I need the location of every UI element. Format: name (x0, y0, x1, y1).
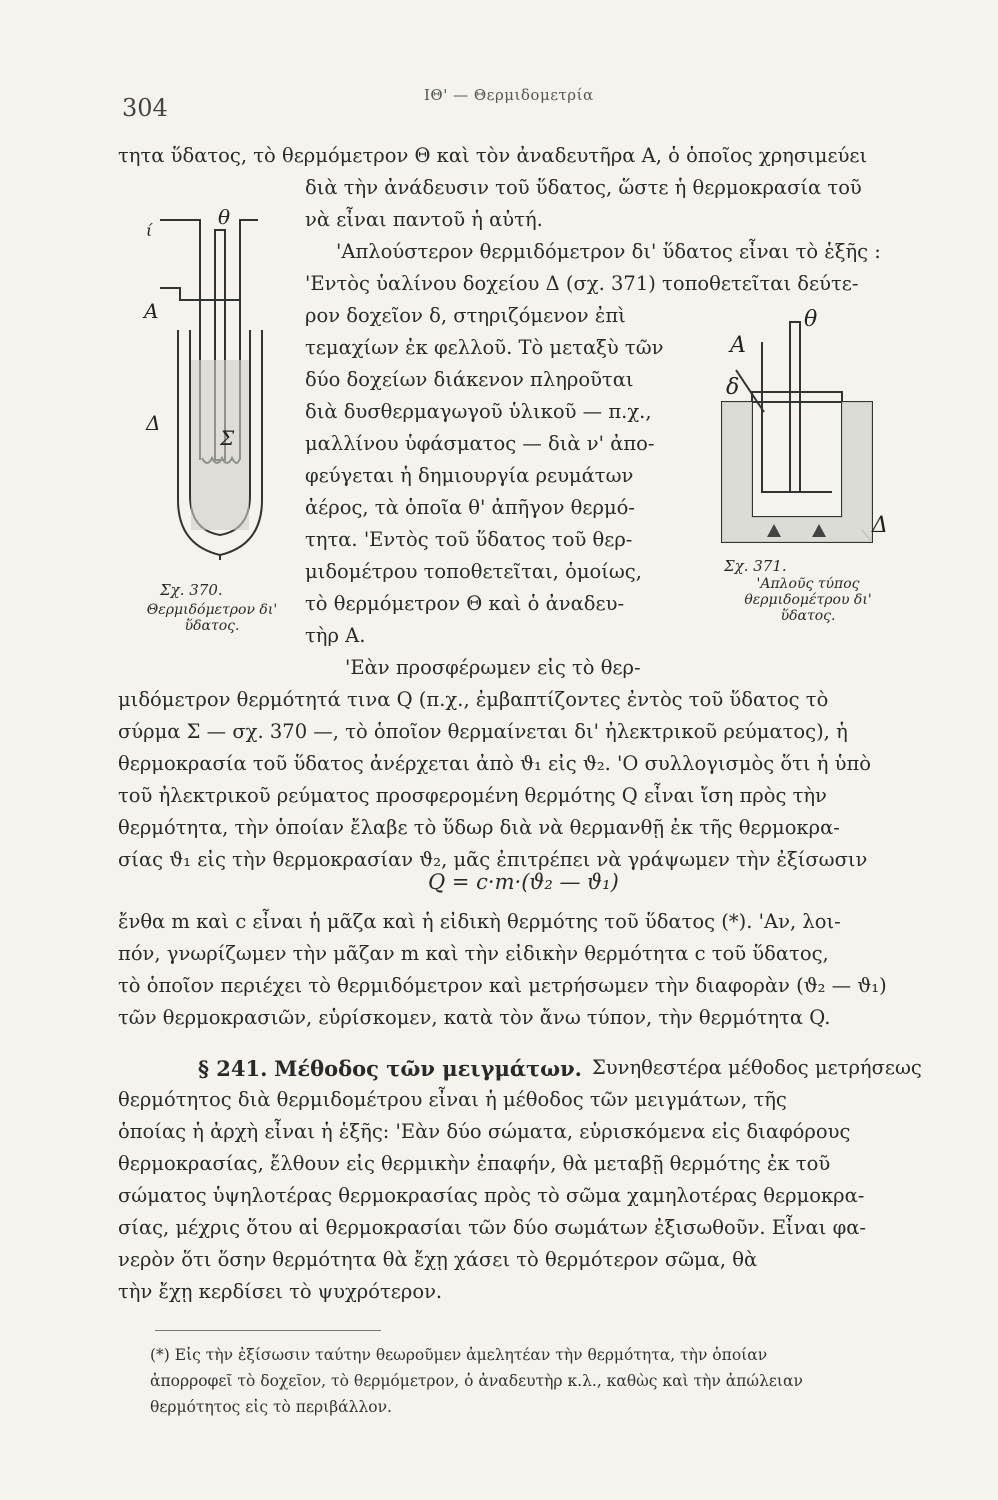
label-i: ί (146, 221, 153, 240)
running-title: ΙΘ' — Θερμιδομετρία (424, 86, 594, 104)
text-line: σώματος ὑψηλοτέρας θερμοκρασίας πρὸς τὸ σῶμα χαμηλοτέρας θερμοκρα- (118, 1184, 865, 1207)
text-line: τὴν ἔχῃ κερδίσει τὸ ψυχρότερον. (118, 1280, 443, 1303)
text-line: τεμαχίων ἐκ φελλοῦ. Τὸ μεταξὺ τῶν (305, 336, 664, 359)
text-line: πόν, γνωρίζωμεν τὴν μᾶζαν m καὶ τὴν εἰδικὴν θερμότητα c τοῦ ὕδατος, (118, 942, 829, 965)
footnote-line: (*) Εἰς τὴν ἐξίσωσιν ταύτην θεωροῦμεν ἀμελητέαν τὴν θερμότητα, τὴν ὁποίαν (150, 1346, 768, 1364)
text-line: τοῦ ἠλεκτρικοῦ ρεύματος προσφερομένη θερμότης Q εἶναι ἴση πρὸς τὴν (118, 784, 827, 807)
text-line: σίας, μέχρις ὅτου αἱ θερμοκρασίαι τῶν δύο σωμάτων ἐξισωθοῦν. Εἶναι φα- (118, 1216, 866, 1239)
text-line: νὰ εἶναι παντοῦ ἡ αὐτή. (305, 208, 543, 231)
label-A: Α (144, 299, 159, 323)
equation: Q = c·m·(ϑ₂ — ϑ₁) (428, 870, 619, 894)
text-line: διὰ τὴν ἀνάδευσιν τοῦ ὕδατος, ὥστε ἡ θερμοκρασία τοῦ (305, 176, 862, 199)
text-line: θερμότητος διὰ θερμιδομέτρου εἶναι ἡ μέθοδος τῶν μειγμάτων, τῆς (118, 1088, 787, 1111)
stirrer (762, 342, 832, 492)
text-line: σίας ϑ₁ εἰς τὴν θερμοκρασίαν ϑ₂, μᾶς ἐπιτρέπει νὰ γράψωμεν τὴν ἐξίσωσιν (118, 848, 868, 871)
text-line: ὁποίας ἡ ἀρχὴ εἶναι ἡ ἑξῆς: 'Εὰν δύο σώματα, εὑρισκόμενα εἰς διαφόρους (118, 1120, 851, 1143)
figure-371-caption: 'Απλοῦς τύπος θερμιδομέτρου δι' ὕδατος. (744, 576, 872, 625)
text-line: 'Εὰν προσφέρωμεν εἰς τὸ θερ- (345, 656, 641, 679)
figure-370 (140, 200, 300, 580)
text-line: θερμοκρασία τοῦ ὕδατος ἀνέρχεται ἀπὸ ϑ₁ εἰς ϑ₂. 'Ο συλλογισμὸς ὅτι ἡ ὑπὸ (118, 752, 872, 775)
text-line: ρον δοχεῖον δ, στηριζόμενον ἐπὶ (305, 304, 626, 327)
label-delta: δ (726, 375, 740, 400)
footnote-rule (155, 1330, 381, 1331)
footnote-line: θερμότητος εἰς τὸ περιβάλλον. (150, 1398, 392, 1416)
text-line: τὴρ Α. (305, 624, 366, 647)
figure-370-number: Σχ. 370. (160, 581, 223, 599)
text-line: φεύγεται ἡ δημιουργία ρευμάτων (305, 464, 634, 487)
thermometer (790, 322, 800, 492)
text-line: μιδομέτρου τοποθετεῖται, ὁμοίως, (305, 560, 642, 583)
text-line: τὸ θερμόμετρον Θ καὶ ὁ ἀναδευ- (305, 592, 625, 615)
text-line: Συνηθεστέρα μέθοδος μετρήσεως (592, 1056, 922, 1079)
label-Sigma: Σ (220, 426, 235, 450)
text-line: μαλλίνου ὑφάσματος — διὰ ν' ἀπο- (305, 432, 655, 455)
label-A: Α (730, 333, 746, 358)
section-title: Μέθοδος τῶν μειγμάτων. (274, 1056, 582, 1081)
figure-371 (712, 302, 892, 552)
text-line: θερμότητα, τὴν ὁποίαν ἔλαβε τὸ ὕδωρ διὰ νὰ θερμανθῇ ἐκ τῆς θερμοκρα- (118, 816, 840, 839)
text-line: τῶν θερμοκρασιῶν, εὑρίσκομεν, κατὰ τὸν ἄνω τύπον, τὴν θερμότητα Q. (118, 1006, 831, 1029)
figure-371-number: Σχ. 371. (724, 557, 787, 575)
section-heading (198, 1058, 582, 1080)
text-line: 'Απλούστερον θερμιδόμετρον δι' ὕδατος εἶναι τὸ ἑξῆς : (336, 240, 881, 263)
text-line: δύο δοχείων διάκενον πληροῦται (305, 368, 634, 391)
text-line: ἔνθα m καὶ c εἶναι ἡ μᾶζα καὶ ἡ εἰδικὴ θερμότης τοῦ ὕδατος (*). 'Αν, λοι- (118, 910, 841, 933)
label-Delta: Δ (872, 513, 888, 538)
text-line: τὸ ὁποῖον περιέχει τὸ θερμιδόμετρον καὶ μετρήσωμεν τὴν διαφορὰν (ϑ₂ — ϑ₁) (118, 974, 887, 997)
text-line: νερὸν ὅτι ὅσην θερμότητα θὰ ἔχῃ χάσει τὸ θερμότερον σῶμα, θὰ (118, 1248, 758, 1271)
text-line: τητα ὕδατος, τὸ θερμόμετρον Θ καὶ τὸν ἀναδευτῆρα Α, ὁ ὁποῖος χρησιμεύει (118, 144, 868, 167)
text-line: ἀέρος, τὰ ὁποῖα θ' ἀπῆγον θερμό- (305, 496, 635, 519)
text-line: τητα. 'Εντὸς τοῦ ὕδατος τοῦ θερ- (305, 528, 633, 551)
text-line: σύρμα Σ — σχ. 370 —, τὸ ὁποῖον θερμαίνεται δι' ἠλεκτρικοῦ ρεύματος), ἡ (118, 720, 848, 743)
text-line: 'Εντὸς ὑαλίνου δοχείου Δ (σχ. 371) τοποθετεῖται δεύτε- (305, 272, 859, 295)
label-theta: θ (218, 205, 231, 229)
inner-vessel (752, 392, 842, 517)
label-Delta: Δ (146, 411, 161, 435)
label-theta: θ (804, 307, 818, 332)
text-line: μιδόμετρον θερμότητά τινα Q (π.χ., ἐμβαπτίζοντες ἐντὸς τοῦ ὕδατος τὸ (118, 688, 829, 711)
section-number: § 241. (198, 1056, 268, 1081)
footnote-line: ἀπορροφεῖ τὸ δοχεῖον, τὸ θερμόμετρον, ὁ ἀναδευτὴρ κ.λ., καθὼς καὶ τὴν ἀπώλειαν (150, 1372, 803, 1390)
figure-370-caption: Θερμιδόμετρον δι' ὕδατος. (146, 602, 278, 635)
text-line: διὰ δυσθερμαγωγοῦ ὑλικοῦ — π.χ., (305, 400, 652, 423)
page-number: 304 (122, 94, 168, 122)
text-line: θερμοκρασίας, ἔλθουν εἰς θερμικὴν ἐπαφήν, θὰ μεταβῇ θερμότης ἐκ τοῦ (118, 1152, 831, 1175)
